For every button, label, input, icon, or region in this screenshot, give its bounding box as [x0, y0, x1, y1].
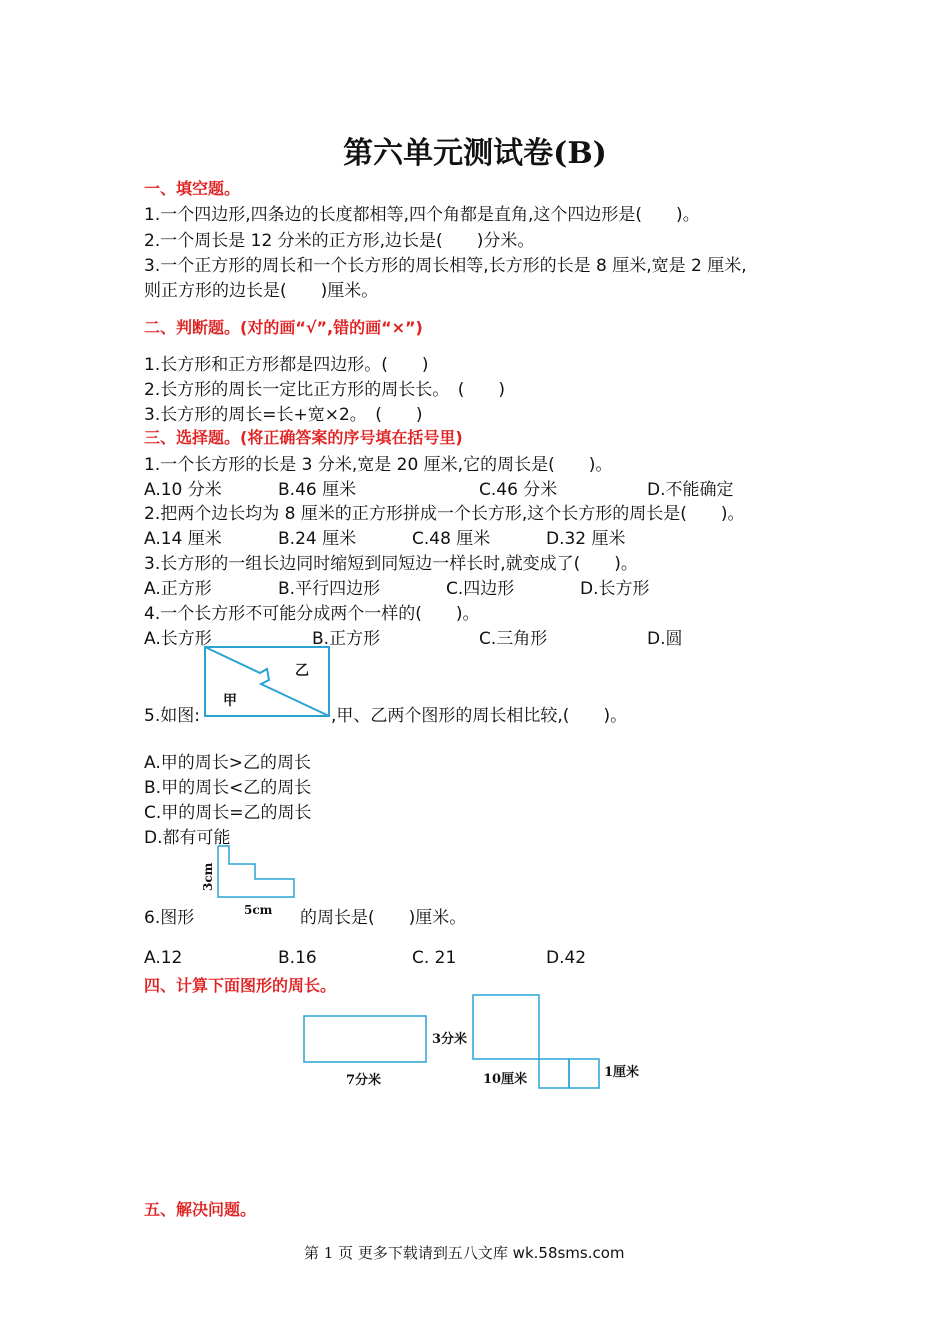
- option-d: D.32 厘米: [546, 529, 626, 549]
- question-text: 3.长方形的周长=长+宽×2。 ( ): [144, 405, 423, 425]
- option-b: B.平行四边形: [278, 579, 381, 599]
- question-text-cont: ,甲、乙两个图形的周长相比较,( )。: [331, 706, 628, 726]
- option-a: A.长方形: [144, 629, 212, 649]
- option-c: C.四边形: [446, 579, 515, 599]
- option-c: C.三角形: [479, 629, 548, 649]
- option-b: B.甲的周长<乙的周长: [144, 778, 312, 798]
- rectangle-width-label: 7分米: [346, 1073, 382, 1088]
- question-text: 1.长方形和正方形都是四边形。( ): [144, 355, 429, 375]
- composite-width-label: 10厘米: [483, 1072, 528, 1087]
- option-c: C.48 厘米: [412, 529, 491, 549]
- page-footer: [304, 1242, 625, 1263]
- option-b: B.24 厘米: [278, 529, 357, 549]
- question-text: 5.如图:: [144, 706, 200, 726]
- question-text: 1.一个四边形,四条边的长度都相等,四个角都是直角,这个四边形是( )。: [144, 205, 700, 225]
- square-height-label: 3分米: [432, 1032, 468, 1047]
- section-heading-choice: 三、选择题。(将正确答案的序号填在括号里): [144, 428, 463, 447]
- figure-label-jia: 甲: [223, 693, 237, 709]
- option-c: C.甲的周长=乙的周长: [144, 803, 312, 823]
- option-a: A.正方形: [144, 579, 212, 599]
- square-figure: [473, 995, 539, 1059]
- section-heading-perimeter: 四、计算下面图形的周长。: [144, 976, 337, 995]
- question-text: 2.把两个边长均为 8 厘米的正方形拼成一个长方形,这个长方形的周长是( )。: [144, 504, 745, 524]
- option-c: C. 21: [412, 948, 457, 968]
- option-d: D.圆: [647, 629, 683, 649]
- section-heading-true-false: 二、判断题。(对的画“√”,错的画“×”): [144, 318, 423, 337]
- option-d: D.不能确定: [647, 480, 734, 500]
- footer-page-number: 第 1 页: [304, 1244, 354, 1262]
- figure-width-label: 5cm: [244, 903, 273, 917]
- option-b: B.46 厘米: [278, 480, 357, 500]
- figure-height-label: 3cm: [201, 862, 215, 891]
- question-text-cont: 则正方形的边长是( )厘米。: [144, 281, 379, 301]
- figure-label-yi: 乙: [295, 663, 309, 679]
- question-text: 4.一个长方形不可能分成两个一样的( )。: [144, 604, 480, 624]
- option-d: D.都有可能: [144, 828, 231, 848]
- section-heading-fill-blank: 一、填空题。: [144, 179, 241, 198]
- question-text-cont: 的周长是( )厘米。: [300, 908, 467, 928]
- option-a: A.12: [144, 948, 183, 968]
- section-heading-problems: 五、解决问题。: [144, 1200, 257, 1219]
- split-rectangle-figure: [203, 645, 331, 719]
- option-a: A.甲的周长>乙的周长: [144, 753, 311, 773]
- option-b: B.16: [278, 948, 317, 968]
- rectangle-figure: [304, 1016, 426, 1062]
- option-b: B.正方形: [312, 629, 381, 649]
- question-text: 6.图形: [144, 908, 195, 928]
- question-text: 3.一个正方形的周长和一个长方形的周长相等,长方形的长是 8 厘米,宽是 2 厘米,: [144, 256, 747, 276]
- option-d: D.42: [546, 948, 587, 968]
- option-a: A.10 分米: [144, 480, 222, 500]
- small-square-label: 1厘米: [604, 1065, 640, 1080]
- option-c: C.46 分米: [479, 480, 558, 500]
- option-d: D.长方形: [580, 579, 650, 599]
- perimeter-figures: [300, 990, 660, 1100]
- question-text: 2.长方形的周长一定比正方形的周长长。 ( ): [144, 380, 505, 400]
- question-text: 3.长方形的一组长边同时缩短到同短边一样长时,就变成了( )。: [144, 554, 638, 574]
- staircase-figure: [198, 843, 300, 919]
- option-a: A.14 厘米: [144, 529, 222, 549]
- question-text: 1.一个长方形的长是 3 分米,宽是 20 厘米,它的周长是( )。: [144, 455, 613, 475]
- question-text: 2.一个周长是 12 分米的正方形,边长是( )分米。: [144, 231, 535, 251]
- page-title: 第六单元测试卷(B): [343, 136, 607, 171]
- footer-text: 更多下载请到五八文库: [357, 1244, 508, 1262]
- footer-site-link[interactable]: wk.58sms.com: [512, 1244, 625, 1262]
